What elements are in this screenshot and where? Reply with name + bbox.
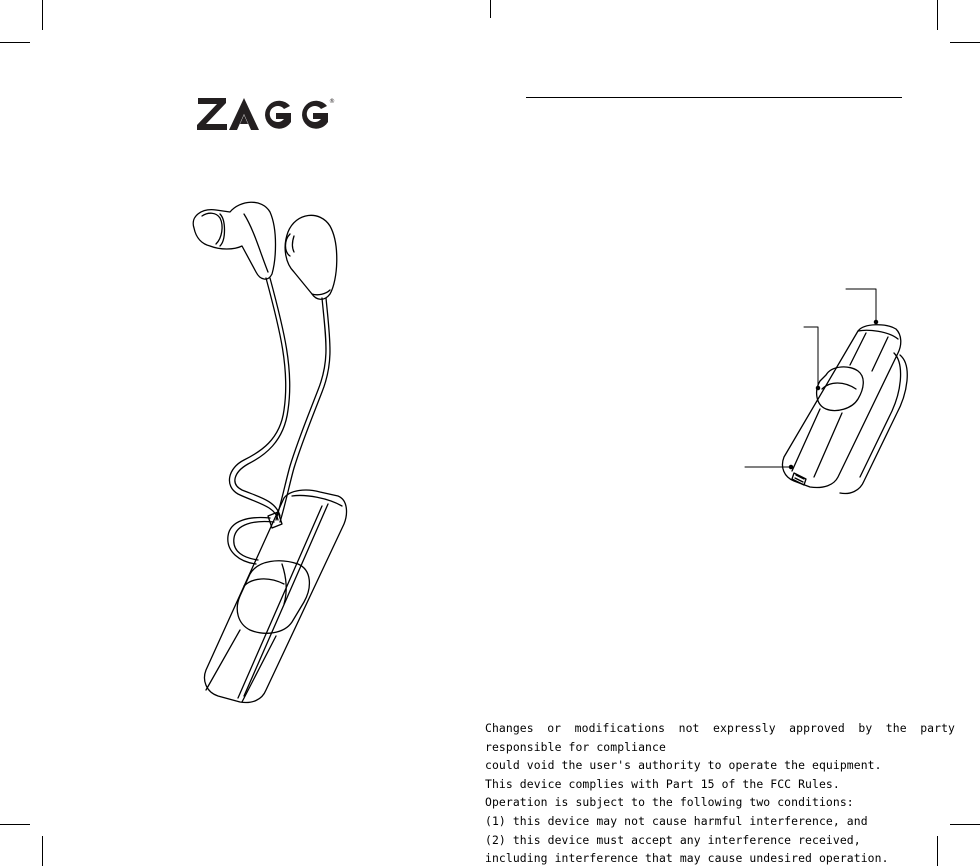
crop-mark <box>0 42 30 43</box>
fcc-line: Changes or modifications not expressly approved by the party <box>485 721 955 735</box>
registered-mark: ® <box>329 98 335 105</box>
fcc-line: could void the user's authority to operate the equipment. <box>485 758 882 773</box>
crop-mark <box>950 42 980 43</box>
crop-mark <box>937 0 938 30</box>
clip-detail-icon <box>740 285 920 505</box>
fcc-line: including interference that may cause undesired operation. <box>485 851 889 866</box>
crop-mark <box>0 824 30 825</box>
fcc-line: Operation is subject to the following two conditions: <box>485 795 854 810</box>
fcc-line: This device complies with Part 15 of the FCC Rules. <box>485 776 840 791</box>
header-rule <box>526 97 902 98</box>
fcc-notice <box>485 719 955 868</box>
zagg-logo-icon <box>196 92 336 136</box>
earbuds-with-clip-icon <box>180 190 360 720</box>
fcc-line: (1) this device may not cause harmful interference, and <box>485 813 868 828</box>
fcc-line: responsible for compliance <box>485 739 666 754</box>
crop-mark <box>42 836 43 866</box>
crop-mark <box>490 0 491 18</box>
fcc-line: (2) this device must accept any interference received, <box>485 832 861 847</box>
crop-mark <box>42 0 43 30</box>
brand-logo <box>196 92 336 136</box>
